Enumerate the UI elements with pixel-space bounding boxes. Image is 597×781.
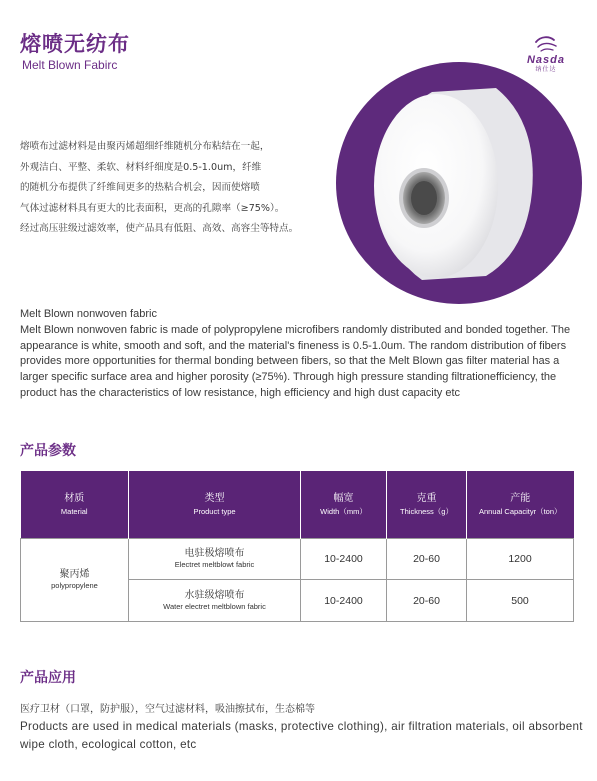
cell-width: 10-2400 bbox=[301, 580, 387, 622]
application-text-en: Products are used in medical materials (masks, protective clothing), air filtration materials, oil absorbent wipe cloth, ecological cotton, etc bbox=[20, 720, 583, 751]
header-product-type: 类型 Product type bbox=[129, 471, 301, 539]
cell-capacity: 1200 bbox=[467, 539, 574, 580]
fabric-roll-image bbox=[336, 62, 582, 304]
application-text-cn: 医疗卫材（口罩，防护服），空气过滤材料，吸油擦拭布，生态棉等 bbox=[20, 704, 315, 715]
header-material: 材质 Material bbox=[21, 471, 129, 539]
description-cn bbox=[20, 137, 332, 240]
cell-capacity: 500 bbox=[467, 580, 574, 622]
params-table bbox=[20, 471, 574, 622]
header-width: 幅宽 Width（mm） bbox=[301, 471, 387, 539]
page-title: 熔喷无纺布 bbox=[20, 32, 130, 56]
cell-width: 10-2400 bbox=[301, 539, 387, 580]
application-block bbox=[20, 702, 585, 753]
cell-product-type: 水驻级熔喷布 Water electret meltblown fabric bbox=[129, 580, 301, 622]
logo-name: Nasda bbox=[526, 54, 566, 66]
description-cn-line: 熔喷布过滤材料是由聚丙烯超细纤维随机分布粘结在一起， bbox=[20, 141, 270, 152]
description-en-heading: Melt Blown nonwoven fabric bbox=[20, 308, 157, 320]
description-cn-line: 气体过滤材料具有更大的比表面积，更高的孔隙率（≥75%）。 bbox=[20, 202, 285, 214]
cell-weight: 20-60 bbox=[387, 539, 467, 580]
header-capacity: 产能 Annual Capacityr（ton） bbox=[467, 471, 574, 539]
table-header-row bbox=[21, 471, 574, 539]
page-subtitle: Melt Blown Fabirc bbox=[22, 58, 118, 72]
header-thickness: 克重 Thickness（g） bbox=[387, 471, 467, 539]
logo-subtitle: 纳仕达 bbox=[535, 66, 557, 73]
cell-weight: 20-60 bbox=[387, 580, 467, 622]
cell-product-type: 电驻极熔喷布 Electret meltblowt fabric bbox=[129, 539, 301, 580]
cell-material: 聚丙烯 polypropylene bbox=[21, 539, 129, 622]
description-cn-line: 经过高压驻级过滤效率，使产品具有低阻、高效、高容尘等特点。 bbox=[20, 223, 299, 235]
description-en bbox=[20, 307, 580, 402]
description-cn-line: 外观洁白、平整、柔软、材料纤细度是0.5-1.0um，纤维 bbox=[20, 161, 262, 173]
description-en-body: Melt Blown nonwoven fabric is made of polypropylene microfibers randomly distributed and bonded together. The appearance is white, smooth and soft, and the material's fineness is 0.5-1.0um. The random distribution of fibers provides more opportunities for thermal bonding between fibers, so that the Melt Blown gas filter material has a larger specific surface area and higher porosity (≥75%). Through high pressure standing filtrationefficiency, the product has the characteristics of low resistance, high efficiency and high dust capacity etc bbox=[20, 323, 571, 399]
application-section-title: 产品应用 bbox=[20, 670, 76, 686]
description-cn-line: 的随机分布提供了纤维间更多的热粘合机会，因而使熔喷 bbox=[20, 182, 260, 194]
wave-logo-icon bbox=[532, 34, 560, 54]
params-section-title: 产品参数 bbox=[20, 443, 76, 459]
table-row bbox=[21, 539, 574, 580]
